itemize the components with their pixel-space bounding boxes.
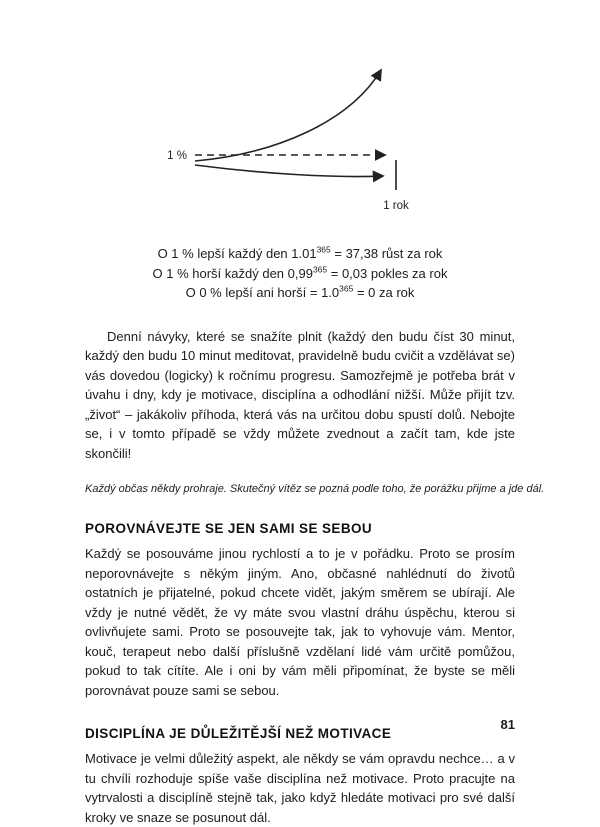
motivational-quote: Každý občas někdy prohraje. Skutečný vítěz se pozná podle toho, že porážku přijme a jde dál.: [85, 483, 545, 495]
formula-exponent: 365: [339, 283, 354, 294]
formula-line-better: [85, 244, 515, 264]
growth-curve: [195, 70, 381, 161]
one-percent-growth-chart: [145, 56, 455, 224]
formula-line-neutral: [85, 283, 515, 303]
chart-y-label: 1 %: [167, 150, 187, 162]
formula-text: = 0,03 pokles za rok: [327, 265, 448, 281]
formula-exponent: 365: [312, 264, 328, 275]
page-number: 81: [500, 717, 515, 732]
section-heading-compare-yourself: POROVNÁVEJTE SE JEN SAMI SE SEBOU: [85, 521, 373, 536]
formula-block: [85, 244, 515, 303]
formula-text: O 0 % lepší ani horší = 1.0: [185, 285, 340, 300]
chart-container: [85, 56, 515, 224]
discipline-paragraph: Motivace je velmi důležitý aspekt, ale někdy se vám opravdu nechce… a v tu chvíli rozhoduje spíše vaše disciplína než motivace. Proto pracujte na vytrvalosti a disciplíně stejně tak, jako když hledáte motivaci pro své další kroky ve snaze se posunout dál.: [85, 751, 515, 825]
formula-text: O 1 % horší každý den 0,99: [152, 265, 313, 281]
formula-text: O 1 % lepší každý den 1.01: [157, 246, 317, 261]
compare-yourself-paragraph: Každý se posouváme jinou rychlostí a to je v pořádku. Proto se prosím neporovnávejte s někým jiným. Ano, občasné nahlédnutí do životů ostatních je přijatelné, pokud chcete vidět, jakým směrem se ubírají. Ale vždy je nutné vědět, že vy máte svou vlastní dráhu úspěchu, kterou si ovlivňujete sami. Proto se posouvejte tak, jak to vyhovuje vám. Mentor, kouč, terapeut nebo další příslušně vzdělaní lidé vám určitě pomůžou, pokud to tak cítíte. Ale i oni by vám měli připomínat, že byste se měli porovnávat pouze sami se sebou.: [85, 546, 515, 698]
formula-line-worse: [85, 264, 515, 284]
section-heading-discipline: DISCIPLÍNA JE DŮLEŽITĚJŠÍ NEŽ MOTIVACE: [85, 726, 392, 741]
formula-exponent: 365: [316, 244, 331, 255]
formula-text: = 37,38 růst za rok: [330, 246, 443, 261]
chart-x-label: 1 rok: [383, 200, 409, 212]
intro-paragraph: Denní návyky, které se snažíte plnit (každý den budu číst 30 minut, každý den budu 10 minut meditovat, pravidelně budu cvičit a vzdělávat se) vás dovedou (logicky) k ročnímu progresu. Samozřejmě je potřeba brát v úvahu i dny, kdy je motivace, disciplína a odhodlání nižší. Může přijít tzv. „život“ – jakákoliv příhoda, která vás na určitou dobu spustí dolů. Nebojte se, i v tomto případě se vždy můžete zvednout a začít tam, kde jste skončili!: [85, 328, 515, 461]
decline-curve: [195, 165, 383, 177]
formula-text: = 0 za rok: [353, 285, 415, 300]
